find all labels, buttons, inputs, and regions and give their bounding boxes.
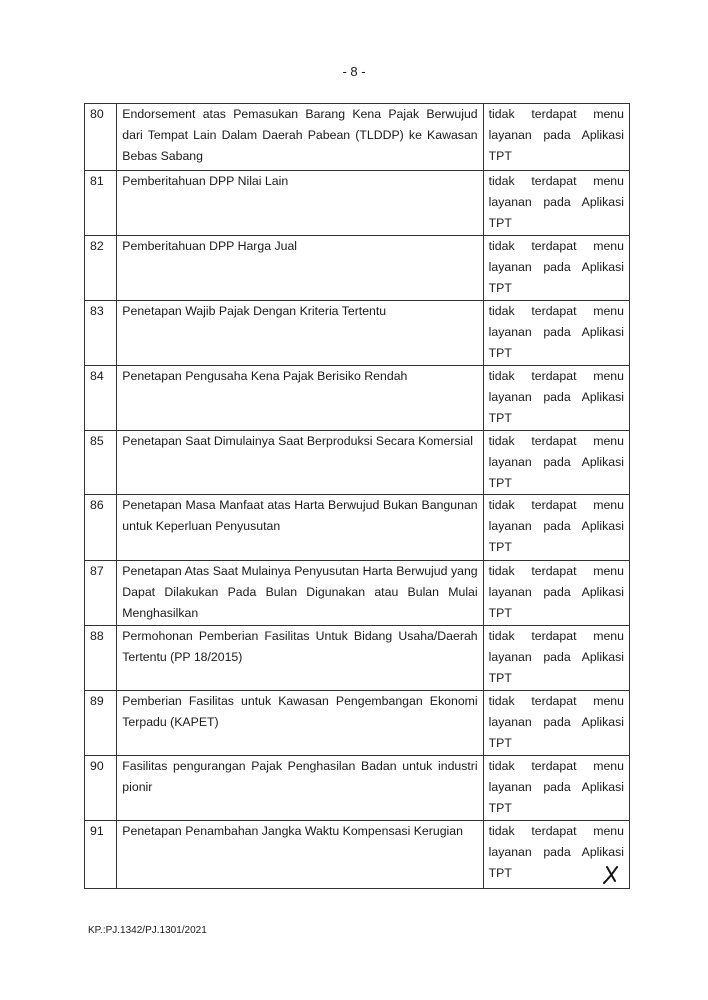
status-text: tidak terdapat menu layanan pada Aplikasi: [488, 629, 624, 664]
status-text-end: TPT: [488, 476, 512, 490]
table-row: [85, 104, 630, 171]
status-text-end: TPT: [488, 346, 512, 360]
row-status: [483, 561, 629, 626]
table-row: [85, 626, 630, 691]
row-description: Pemberian Fasilitas untuk Kawasan Pengembangan Ekonomi Terpadu (KAPET): [117, 691, 483, 756]
status-text-end: TPT: [488, 149, 512, 163]
status-text-end: TPT: [488, 671, 512, 685]
row-status: [483, 821, 629, 889]
row-status: [483, 104, 629, 171]
row-status: [483, 301, 629, 366]
table-row: [85, 301, 630, 366]
row-description: Penetapan Pengusaha Kena Pajak Berisiko Rendah: [117, 366, 483, 431]
table-row: [85, 431, 630, 495]
row-description: Pemberitahuan DPP Harga Jual: [117, 236, 483, 301]
row-number: 88: [85, 626, 117, 691]
status-text: tidak terdapat menu layanan pada Aplikasi: [488, 498, 624, 533]
table-row: [85, 756, 630, 821]
status-text: tidak terdapat menu layanan pada Aplikasi: [488, 694, 624, 729]
row-number: 83: [85, 301, 117, 366]
status-text-end: TPT: [488, 540, 512, 554]
paraf-initial-mark: [601, 865, 623, 885]
status-text-end: TPT: [488, 866, 512, 880]
status-text: tidak terdapat menu layanan pada Aplikasi: [488, 174, 624, 209]
row-status: [483, 366, 629, 431]
status-text: tidak terdapat menu layanan pada Aplikasi: [488, 369, 624, 404]
row-description: Pemberitahuan DPP Nilai Lain: [117, 171, 483, 236]
row-number: 87: [85, 561, 117, 626]
status-text-end: TPT: [488, 281, 512, 295]
row-status: [483, 756, 629, 821]
row-number: 80: [85, 104, 117, 171]
status-text: tidak terdapat menu layanan pada Aplikasi: [488, 564, 624, 599]
row-number: 89: [85, 691, 117, 756]
row-description: Fasilitas pengurangan Pajak Penghasilan Badan untuk industri pionir: [117, 756, 483, 821]
row-status: [483, 431, 629, 495]
table-row: [85, 821, 630, 889]
row-description: Permohonan Pemberian Fasilitas Untuk Bidang Usaha/Daerah Tertentu (PP 18/2015): [117, 626, 483, 691]
row-description: Penetapan Atas Saat Mulainya Penyusutan Harta Berwujud yang Dapat Dilakukan Pada Bulan Digunakan atau Bulan Mulai Menghasilkan: [117, 561, 483, 626]
document-reference: KP.:PJ.1342/PJ.1301/2021: [88, 925, 207, 936]
status-text: tidak terdapat menu layanan pada Aplikasi: [488, 759, 624, 794]
row-status: [483, 236, 629, 301]
row-number: 81: [85, 171, 117, 236]
row-status: [483, 495, 629, 561]
row-description: Penetapan Masa Manfaat atas Harta Berwujud Bukan Bangunan untuk Keperluan Penyusutan: [117, 495, 483, 561]
table-row: [85, 495, 630, 561]
page-number: - 8 -: [342, 64, 366, 79]
row-number: 82: [85, 236, 117, 301]
row-status: [483, 691, 629, 756]
row-description: Penetapan Penambahan Jangka Waktu Kompensasi Kerugian: [117, 821, 483, 889]
status-text-end: TPT: [488, 411, 512, 425]
row-description: Endorsement atas Pemasukan Barang Kena Pajak Berwujud dari Tempat Lain Dalam Daerah Pabean (TLDDP) ke Kawasan Bebas Sabang: [117, 104, 483, 171]
row-description: Penetapan Wajib Pajak Dengan Kriteria Tertentu: [117, 301, 483, 366]
row-status: [483, 171, 629, 236]
row-number: 91: [85, 821, 117, 889]
row-number: 84: [85, 366, 117, 431]
table-row: [85, 236, 630, 301]
status-text: tidak terdapat menu layanan pada Aplikasi: [488, 824, 624, 859]
status-text: tidak terdapat menu layanan pada Aplikasi: [488, 107, 624, 142]
row-description: Penetapan Saat Dimulainya Saat Berproduksi Secara Komersial: [117, 431, 483, 495]
service-table: [84, 103, 630, 889]
table-row: [85, 561, 630, 626]
table-row: [85, 691, 630, 756]
status-text-end: TPT: [488, 801, 512, 815]
row-number: 90: [85, 756, 117, 821]
status-text: tidak terdapat menu layanan pada Aplikasi: [488, 239, 624, 274]
row-number: 85: [85, 431, 117, 495]
row-number: 86: [85, 495, 117, 561]
status-text: tidak terdapat menu layanan pada Aplikasi: [488, 434, 624, 469]
status-text-end: TPT: [488, 216, 512, 230]
status-text-end: TPT: [488, 606, 512, 620]
row-status: [483, 626, 629, 691]
table-row: [85, 171, 630, 236]
table-row: [85, 366, 630, 431]
status-text: tidak terdapat menu layanan pada Aplikasi: [488, 304, 624, 339]
status-text-end: TPT: [488, 736, 512, 750]
